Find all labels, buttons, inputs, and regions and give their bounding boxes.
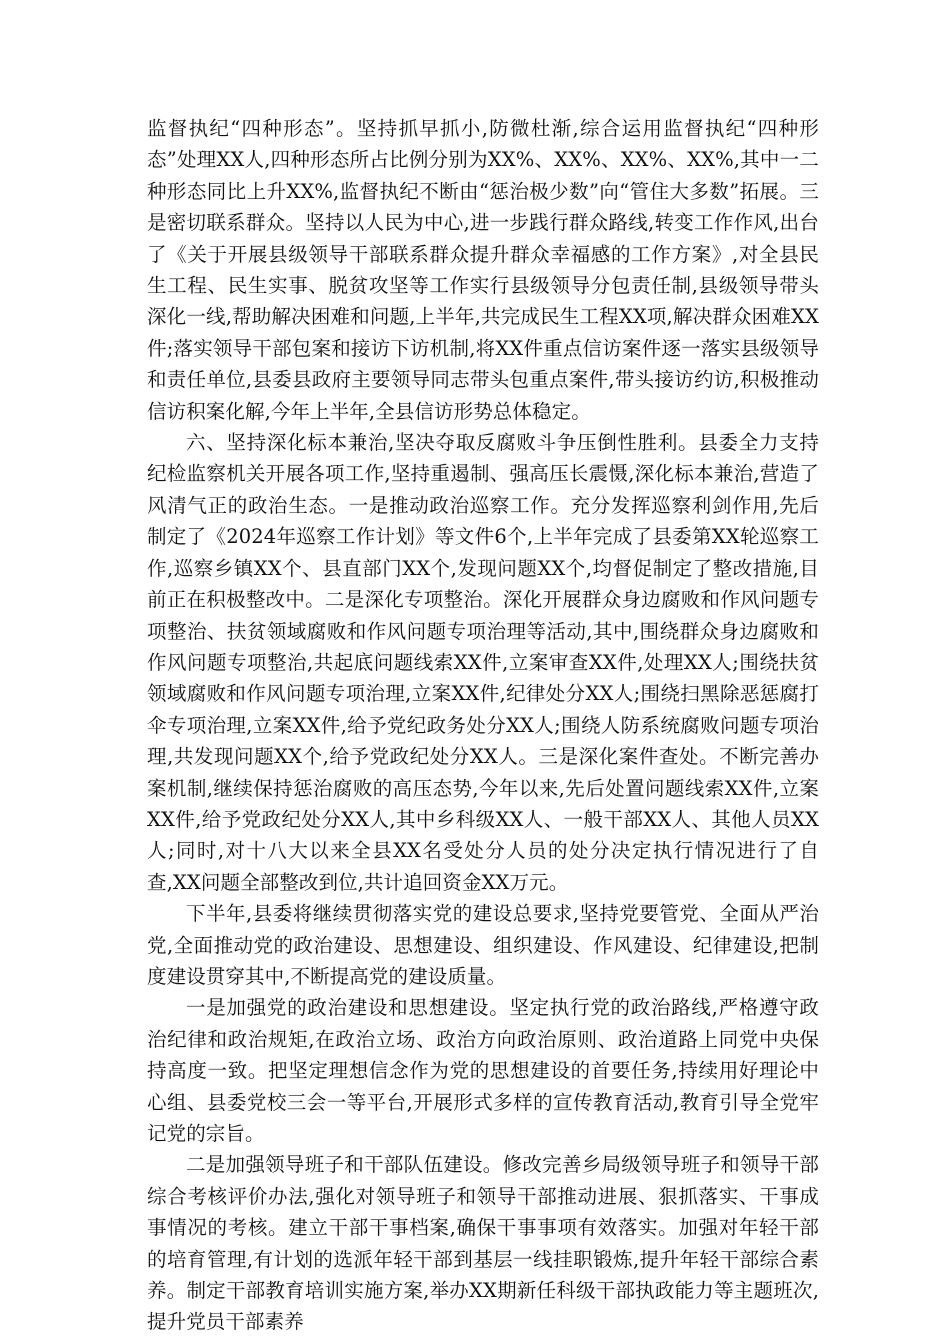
paragraph-political-ideological-building: 一是加强党的政治建设和思想建设。坚定执行党的政治路线,严格遵守政治纪律和政治规矩,在政治立场、政治方向政治原则、政治道路上同党中央保持高度一致。把坚定理想信念作为党的思想建设的首要任务,持续用好理论中心组、县委党校三会一等平台,开展形式多样的宣传教育活动,教育引导全党牢记党的宗旨。 [147,996,819,1145]
paragraph-section-six: 六、坚持深化标本兼治,坚决夺取反腐败斗争压倒性胜利。县委全力支持纪检监察机关开展各项工作,坚持重遏制、强高压长震慑,深化标本兼治,营造了风清气正的政治生态。一是推动政治巡察工作。充分发挥巡察利剑作用,先后制定了《2024年巡察工作计划》等文件6个,上半年完成了县委第XX轮巡察工作,巡察乡镇XX个、县直部门XX个,发现问题XX个,均督促制定了整改措施,目前正在积极整改中。二是深化专项整治。深化开展群众身边腐败和作风问题专项整治、扶贫领域腐败和作风问题专项治理等活动,其中,围绕群众身边腐败和作风问题专项整治,共起底问题线索XX件,立案审查XX件,处理XX人;围绕扶贫领域腐败和作风问题专项治理,立案XX件,纪律处分XX人;围绕扫黑除恶惩腐打伞专项治理,立案XX件,给予党纪政务处分XX人;围绕人防系统腐败问题专项治理,共发现问题XX个,给予党政纪处分XX人。三是深化案件查处。不断完善办案机制,继续保持惩治腐败的高压态势,今年以来,先后处置问题线索XX件,立案XX件,给予党政纪处分XX人,其中乡科级XX人、一般干部XX人、其他人员XX人;同时,对十八大以来全县XX名受处分人员的处分决定执行情况进行了自查,XX问题全部整改到位,共计追回资金XX万元。 [147,431,819,894]
paragraph-second-half-plan: 下半年,县委将继续贯彻落实党的建设总要求,坚持党要管党、全面从严治党,全面推动党的政治建设、思想建设、组织建设、作风建设、纪律建设,把制度建设贯穿其中,不断提高党的建设质量。 [147,902,819,988]
paragraph-continuation: 监督执纪“四种形态”。坚持抓早抓小,防微杜渐,综合运用监督执纪“四种形态”处理XX人,四种形态所占比例分别为XX%、XX%、XX%、XX%,其中一二种形态同比上升XX%,监督执纪不断由“惩治极少数”向“管住大多数”拓展。三是密切联系群众。坚持以人民为中心,进一步践行群众路线,转变工作作风,出台了《关于开展县级领导干部联系群众提升群众幸福感的工作方案》,对全县民生工程、民生实事、脱贫攻坚等工作实行县级领导分包责任制,县级领导带头深化一线,帮助解决困难和问题,上半年,共完成民生工程XX项,解决群众困难XX件;落实领导干部包案和接访下访机制,将XX件重点信访案件逐一落实县级领导和责任单位,县委县政府主要领导同志带头包重点案件,带头接访约访,积极推动信访积案化解,今年上半年,全县信访形势总体稳定。 [147,117,819,423]
paragraph-leadership-cadre-building: 二是加强领导班子和干部队伍建设。修改完善乡局级领导班子和领导干部综合考核评价办法,强化对领导班子和领导干部推动进展、狠抓落实、干事成事情况的考核。建立干部干事档案,确保干事事项有效落实。加强对年轻干部的培育管理,有计划的选派年轻干部到基层一线挂职锻炼,提升年轻干部综合素养。制定干部教育培训实施方案,举办XX期新任科级干部执政能力等主题班次,提升党员干部素养 [147,1153,819,1334]
document-page [147,113,819,1338]
